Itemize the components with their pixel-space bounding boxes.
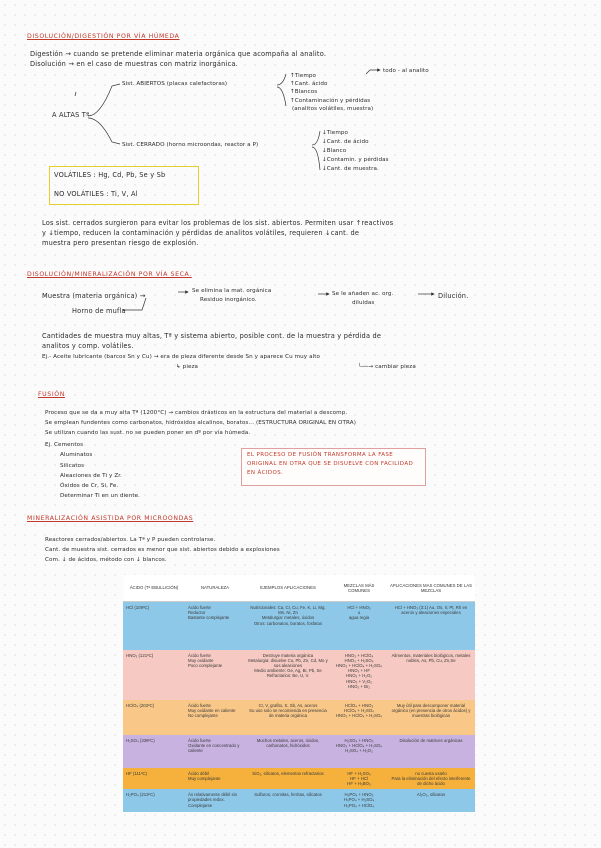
para-line-2: y ↓tiempo, reducen la contaminación y pérdidas de analitos volátiles, requieren ↓cant. de xyxy=(42,229,360,237)
s4-line-2: Cant. de muestra sist. cerrados es menor que sist. abiertos debido a explosiones xyxy=(45,547,280,553)
header-ejemplos: EJEMPLOS APLICACIONES xyxy=(245,575,331,602)
naturaleza-cell-text: Ácido fuerte Muy oxidante en caliente No complejante xyxy=(188,702,236,718)
naturaleza-cell xyxy=(185,768,245,790)
todo-label: todo - al analito xyxy=(383,68,429,74)
aplicaciones-cell-text: HCl + HNO₃ (3:1) Au, Os, Ir, Pt, Rh en aceros y aleaciones especiales xyxy=(394,605,468,616)
mezclas-cell-text: HF + H₂SO₄ HF + HCl HF + H₃BO₃ xyxy=(347,770,371,786)
naturaleza-cell xyxy=(185,735,245,768)
table-header-row xyxy=(123,575,475,602)
ejemplos-cell-text: Sulfuros, cromitas, ferritas, silicatos xyxy=(254,792,322,798)
abiertos-item-4: ↑Contaminación y pérdidas xyxy=(290,98,371,104)
abiertos-item-3: ↑Blancos xyxy=(290,89,318,95)
acid-table xyxy=(123,575,475,812)
ejemplos-cell xyxy=(245,650,331,700)
acid-cell-text: HNO₃ (121ºC) xyxy=(126,652,154,658)
naturaleza-cell-text: Ás relativamente débil sin propiedades redox. Complejante xyxy=(188,792,237,808)
acid-cell-text: HF (111ºC) xyxy=(126,770,147,776)
cerrado-item-4: ↓Contamin. y pérdidas xyxy=(322,157,389,163)
diluidas-text: diluidas xyxy=(352,300,375,306)
no-volatiles-text: NO VOLÁTILES : Ti, V, Al xyxy=(54,190,138,198)
aplicaciones-cell xyxy=(387,768,475,790)
ejemplos-cell-text: Nutricionales: Ca, Cr, Cu, Fe, K, Li, Mg, Mn, Ni, Zn Metalurgia: metales, óxidos Otros: carbonatos, boratos, fosfatos xyxy=(250,605,326,626)
abiertos-item-1: ↑Tiempo xyxy=(290,73,317,79)
table-row xyxy=(123,602,475,650)
naturaleza-cell xyxy=(185,602,245,650)
section-title-via-seca: DISOLUCIÓN/MINERALIZACIÓN POR VÍA SECA. xyxy=(27,271,192,278)
aplicaciones-cell-text: Alimentos, materiales biológicos, metales nobles, As, Pb, Cu, Zn,Se xyxy=(391,652,471,663)
acid-cell-text: HClO₄ (203ºC) xyxy=(126,702,155,708)
mezclas-cell xyxy=(331,789,387,812)
se-le-anaden-text: Se le añaden ac. org. xyxy=(332,291,394,297)
section-title-microondas: MINERALIZACIÓN ASISTIDA POR MICROONDAS xyxy=(27,515,194,522)
s3-line-3: Se utilizan cuando las sust. no se pueden poner en dº por vía húmeda. xyxy=(45,430,251,436)
header-aplicaciones: APLICACIONES MAS COMUNES DE LAS MEZCLAS xyxy=(387,575,475,602)
header-acido: ÁCIDO (Tª EBULLICIÓN) xyxy=(123,575,185,602)
acid-cell-text: H₂PO₄ (213ºC) xyxy=(126,792,155,798)
horno-mufla-text: Horno de mufla xyxy=(72,307,126,315)
pieza-text: ↳ pieza xyxy=(176,364,199,370)
ejemplos-cell xyxy=(245,602,331,650)
table-row xyxy=(123,768,475,790)
cerrado-item-1: ↓Tiempo xyxy=(322,130,349,136)
muestra-text: Muestra (materia orgánica) → xyxy=(42,292,146,300)
mezclas-cell xyxy=(331,602,387,650)
s2-line-2: analitos y comp. volátiles. xyxy=(42,342,134,350)
a-altas-label: A ALTAS Tª xyxy=(52,111,90,119)
def-disolucion: Disolución → en el caso de muestras con matriz inorgánica. xyxy=(30,60,238,68)
mezclas-cell xyxy=(331,650,387,700)
abiertos-label: Sist. ABIERTOS (placas calefactoras) xyxy=(122,81,228,87)
ejemplos-cell xyxy=(245,789,331,812)
cerrado-item-2: ↓Cant. de ácido xyxy=(322,139,369,145)
naturaleza-cell-text: Ácido débil Muy complejante xyxy=(188,770,221,781)
naturaleza-cell-text: Ácido fuerte Muy oxidante Poco complejante xyxy=(188,652,223,668)
cerrado-label: Sist. CERRADO (horno microondas, reactor a P) xyxy=(122,142,259,148)
naturaleza-cell xyxy=(185,650,245,700)
mezclas-cell xyxy=(331,735,387,768)
aplicaciones-cell-text: Muy útil para descomponer material orgánico (en presencia de otros ácidos) y muestras biológicas xyxy=(391,702,471,718)
se-elimina-text: Se elimina la mat. orgánica xyxy=(192,288,272,294)
s4-line-1: Reactores cerrados/abiertos. La Tª y P pueden controlarse. xyxy=(45,537,216,543)
mezclas-cell-text: HCl + HNO₃ o agua regia xyxy=(347,605,371,621)
ejemplos-cell-text: Destruye materia orgánica Metalurgia: disuelve Cu, Pb, Zn, Cd, Mo y sus aleaciones Medio ambiente: Ge, Ag, Bi, Pb, Se Refractarios: Be, U, V. xyxy=(248,652,328,679)
naturaleza-cell xyxy=(185,700,245,735)
ejemplo-1: Aluminatos xyxy=(60,452,93,458)
acid-cell xyxy=(123,768,185,790)
aplicaciones-cell-text: Para la eliminación del efecto interferente de dicho ácido xyxy=(391,775,471,786)
para-line-1: Los sist. cerrados surgieron para evitar los problemas de los sist. abiertos. Permiten usar ↑reactivos xyxy=(42,219,394,227)
aplicaciones-cell xyxy=(387,735,475,768)
ejemplos-cell-text: Muchos metales, aceros, óxidos, carbonatos, hidróxidos xyxy=(256,737,320,748)
naturaleza-cell-text: Ácido fuerte Oxidante en concentrado y caliente xyxy=(188,737,240,753)
ejemplo-4: Óxidos de Cr, Si, Fe. xyxy=(60,483,119,489)
mezclas-cell xyxy=(331,768,387,790)
section-title-via-humeda: DISOLUCIÓN/DIGESTIÓN POR VÍA HÚMEDA xyxy=(27,33,180,40)
para-line-3: muestra pero presentan riesgo de explosión. xyxy=(42,239,199,247)
aplicaciones-cell-text: Disolución de matrices orgánicas xyxy=(399,737,463,743)
mezclas-cell-text: H₃PO₄ + HNO₃ H₃PO₄ + H₂SO₄ H₃PO₄ + HClO₄ xyxy=(343,792,375,808)
aplicaciones-cell xyxy=(387,602,475,650)
acid-cell xyxy=(123,700,185,735)
mezclas-cell-text: HClO₄ + HNO₃ HClO₄ + H₂SO₄ HNO₃ + HClO₄ + H₂SO₄ xyxy=(335,702,383,718)
cambiar-pieza-text: └──→ cambiar pieza xyxy=(358,364,416,370)
fusion-note-text: EL PROCESO DE FUSIÓN TRANSFORMA LA FASE ORIGINAL EN OTRA QUE SE DISUELVE CON FACILIDAD EN ÁCIDOS. xyxy=(247,452,414,476)
ejemplos-cell-text: SiO₂, silicatos, elementos refractarios xyxy=(252,770,324,776)
acid-cell xyxy=(123,650,185,700)
acid-cell xyxy=(123,602,185,650)
header-mezclas: MEZCLAS MÁS COMUNES xyxy=(331,575,387,602)
volatiles-text: VOLÁTILES : Hg, Cd, Pb, Se y Sb xyxy=(54,171,166,179)
naturaleza-cell xyxy=(185,789,245,812)
aplicaciones-note: no cuesta usarlo xyxy=(415,770,447,776)
naturaleza-cell-text: Ácido fuerte Reductor Bastante complejante xyxy=(188,605,230,621)
mezclas-cell-text: H₂SO₄ + HNO₃ HNO₃ + HClO₄ + H₂SO₄ H₂SO₄ + H₂O₂ xyxy=(335,737,383,753)
ejemplos-cell xyxy=(245,735,331,768)
abiertos-item-2: ↑Cant. ácido xyxy=(290,81,328,87)
acid-cell-text: H₂SO₄ (338ºC) xyxy=(126,737,155,743)
s4-line-3: Com. ↓ de ácidos, método con ↓ blancos. xyxy=(45,557,167,563)
mezclas-cell-text: HNO₃ + HClO₄ HNO₃ + H₂SO₄ HNO₃ + HClO₄ + H₂SO₄ HNO₃ + HF HNO₃ + H₂O₂ HNO₃ + V₂O₅ HNO₃ + Br₂ xyxy=(335,652,383,689)
aplicaciones-cell xyxy=(387,700,475,735)
aplicaciones-cell xyxy=(387,650,475,700)
ejemplo-2: Silicatos xyxy=(60,463,85,469)
header-naturaleza: NATURALEZA xyxy=(185,575,245,602)
aplicaciones-cell-text: Al₂O₃, silicatos xyxy=(416,792,446,798)
cerrado-item-5: ↓Cant. de muestra. xyxy=(322,166,379,172)
acid-cell-text: HCl (109ºC) xyxy=(126,605,150,610)
table-row xyxy=(123,735,475,768)
acid-cell xyxy=(123,735,185,768)
s3-line-1: Proceso que se da a muy alta Tª (1200°C) → cambios drásticos en la estructura del material a descomp. xyxy=(45,410,348,416)
s2-line-1: Cantidades de muestra muy altas, Tª y sistema abierto, posible cont. de la muestra y pérdida de xyxy=(42,332,382,340)
section-title-fusion: FUSIÓN xyxy=(38,391,65,398)
ejemplo-5: Determinar Ti en un diente. xyxy=(60,493,141,499)
ejemplo-3: Aleaciones de Ti y Zr. xyxy=(60,473,123,479)
ejemplos-cell xyxy=(245,700,331,735)
mezclas-cell xyxy=(331,700,387,735)
dilucion-text: Dilución. xyxy=(438,292,469,300)
acid-cell xyxy=(123,789,185,812)
s3-line-2: Se emplean fundentes como carbonatos, hidróxidos alcalinos, boratos... (ESTRUCTURA ORIGINAL EN OTRA) xyxy=(45,420,357,426)
ejemplos-cell xyxy=(245,768,331,790)
def-digestion: Digestión → cuando se pretende eliminar materia orgánica que acompaña al analito. xyxy=(30,50,327,58)
residuo-text: Residuo inorgánico. xyxy=(200,297,257,303)
table-row xyxy=(123,789,475,812)
s2-line-3: Ej.- Aceite lubricante (barcos Sn y Cu) → era de pieza diferente desde Sn y aparece Cu muy alto xyxy=(42,354,321,360)
aplicaciones-cell xyxy=(387,789,475,812)
cerrado-item-3: ↓Blanco xyxy=(322,148,347,154)
table-row xyxy=(123,650,475,700)
abiertos-item-5: (analitos volátiles, muestra) xyxy=(292,106,374,112)
ej-cementos: Ej. Cementos xyxy=(45,442,84,448)
ejemplos-cell-text: Cr, V, grafito, S, Sb, As, aceros Su uso solo se recomienda en presencia de materia orgánica xyxy=(249,702,327,718)
table-row xyxy=(123,700,475,735)
